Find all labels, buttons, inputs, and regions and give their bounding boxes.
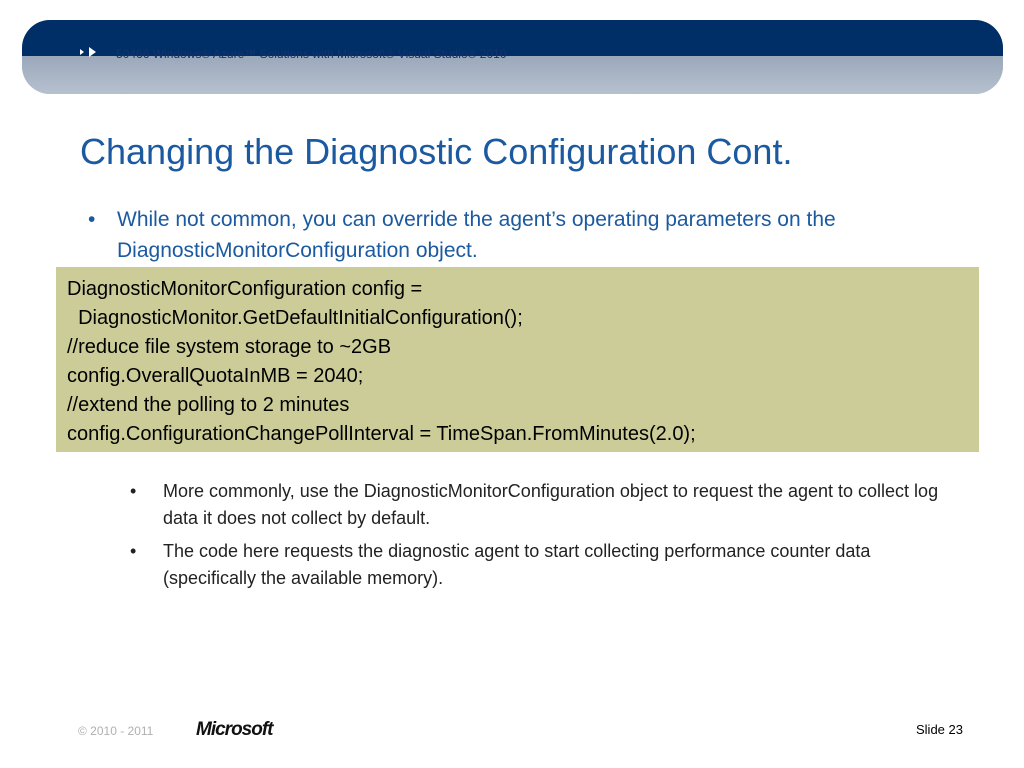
sub-bullet-text: The code here requests the diagnostic agent to start collecting performance counter data (specifically the available memory). xyxy=(163,541,871,588)
code-line: //reduce file system storage to ~2GB xyxy=(67,336,392,358)
bullet-icon: • xyxy=(130,481,137,501)
main-bullet xyxy=(88,204,968,266)
sub-bullet-list xyxy=(130,478,960,598)
main-bullet-text: While not common, you can override the agent’s operating parameters on the DiagnosticMonitorConfiguration object. xyxy=(117,208,836,262)
banner-bottom-band xyxy=(22,56,1003,94)
slide-title: Changing the Diagnostic Configuration Cont. xyxy=(80,131,793,172)
copyright-text: © 2010 - 2011 xyxy=(78,724,154,738)
sub-bullet xyxy=(130,538,960,592)
course-title: 50466 Windows® Azure™ Solutions with Microsoft® Visual Studio® 2010 xyxy=(116,47,507,61)
code-line: DiagnosticMonitor.GetDefaultInitialConfiguration(); xyxy=(67,307,523,329)
code-line: DiagnosticMonitorConfiguration config = xyxy=(67,278,423,300)
code-line: config.OverallQuotaInMB = 2040; xyxy=(67,365,364,387)
slide-number: Slide 23 xyxy=(916,722,963,737)
big-arrow-icon xyxy=(89,47,96,57)
bullet-icon: • xyxy=(88,208,96,231)
small-arrow-icon xyxy=(80,49,84,55)
bullet-icon: • xyxy=(130,541,137,561)
code-line: config.ConfigurationChangePollInterval = TimeSpan.FromMinutes(2.0); xyxy=(67,423,696,445)
code-line: //extend the polling to 2 minutes xyxy=(67,394,350,416)
sub-bullet xyxy=(130,478,960,532)
code-block xyxy=(56,267,979,452)
microsoft-logo: Microsoft xyxy=(196,719,273,740)
arrow-icon xyxy=(80,47,96,57)
sub-bullet-text: More commonly, use the DiagnosticMonitorConfiguration object to request the agent to collect log data it does not collect by default. xyxy=(163,481,939,528)
